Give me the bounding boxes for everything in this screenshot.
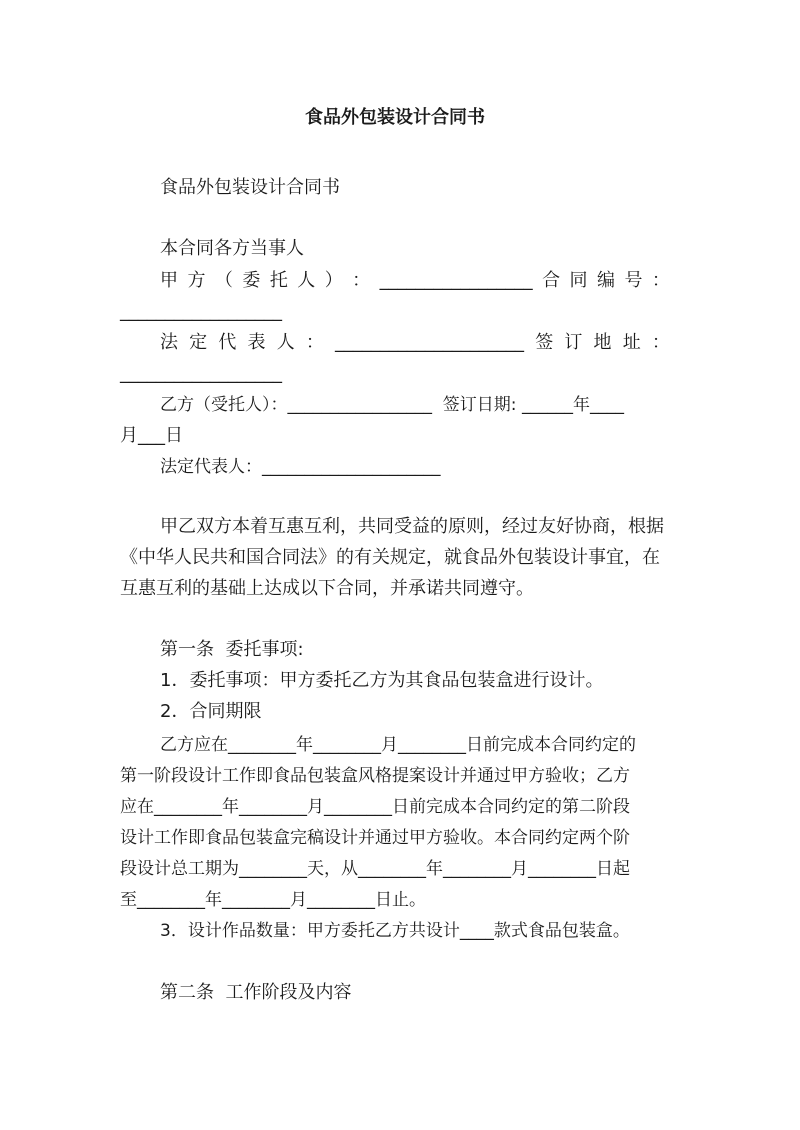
document-subtitle: 食品外包装设计合同书 (160, 177, 340, 198)
party-b-line: 乙方（受托人）：_________________ 签订日期: ______年____ (160, 395, 624, 415)
preamble-line-3: 互惠互利的基础上达成以下合同，并承诺共同遵守。 (120, 578, 534, 599)
article1-term-line-2: 第一阶段设计工作即食品包装盒风格提案设计并通过甲方验收；乙方 (120, 766, 630, 786)
sign-place-char: 签 (535, 332, 554, 353)
sign-place-char: ： (651, 332, 670, 353)
article1-item2: 2．合同期限 (160, 701, 262, 722)
parties-heading: 本合同各方当事人 (160, 238, 304, 259)
legal-rep-a-char: 代 (218, 332, 237, 353)
party-a-char: ） (324, 270, 343, 291)
party-b-line-cont: 月___日 (120, 425, 183, 446)
legal-rep-b: 法定代表人：_____________________ (160, 457, 441, 477)
party-a-line-cont: __________________ (120, 301, 282, 322)
preamble-line-1: 甲乙双方本着互惠互利，共同受益的原则，经过友好协商，根据 (160, 516, 664, 537)
article1-item3: 3．设计作品数量：甲方委托乙方共设计____款式食品包装盒。 (160, 921, 630, 941)
article1-term-line-5: 段设计总工期为________天，从________年________月________日起 (120, 859, 630, 879)
party-a-char: 托 (269, 270, 288, 291)
sign-place-char: 地 (593, 332, 612, 353)
party-a-char: （ (214, 270, 233, 291)
party-a-line (160, 269, 670, 293)
legal-rep-a-blank: _____________________ (335, 332, 525, 353)
sign-place-char: 址 (622, 332, 641, 353)
article1-item1: 1．委托事项：甲方委托乙方为其食品包装盒进行设计。 (160, 670, 604, 691)
legal-rep-a-line (160, 331, 670, 355)
party-a-char: 方 (187, 270, 206, 291)
party-a-char: 委 (242, 270, 261, 291)
article1-heading: 第一条 委托事项: (160, 639, 304, 660)
contract-no-char: 同 (569, 270, 588, 291)
party-a-blank: _________________ (379, 270, 533, 291)
contract-no-char: 编 (596, 270, 615, 291)
sign-place-char: 订 (564, 332, 583, 353)
legal-rep-a-char: 人 (276, 332, 295, 353)
article1-term-line-3: 应在________年________月________日前完成本合同约定的第二阶段 (120, 797, 630, 817)
document-title: 食品外包装设计合同书 (305, 107, 485, 128)
article1-term-line-6: 至________年________月________日止。 (120, 890, 426, 910)
article1-term-line-4: 设计工作即食品包装盒完稿设计并通过甲方验收。本合同约定两个阶 (120, 828, 630, 848)
legal-rep-a-line-cont: __________________ (120, 363, 282, 384)
article1-term-line-1: 乙方应在________年________月________日前完成本合同约定的 (160, 735, 636, 755)
contract-no-char: 合 (542, 270, 561, 291)
legal-rep-a-char: 定 (189, 332, 208, 353)
party-a-char: 人 (297, 270, 316, 291)
legal-rep-a-char: 表 (247, 332, 266, 353)
party-a-char: 甲 (160, 270, 178, 291)
legal-rep-a-char: 法 (160, 332, 178, 353)
party-a-char: ： (352, 270, 371, 291)
contract-no-char: 号 (624, 270, 643, 291)
article2-heading: 第二条 工作阶段及内容 (160, 982, 352, 1003)
contract-no-char: ： (651, 270, 670, 291)
legal-rep-a-char: ： (305, 332, 324, 353)
preamble-line-2: 《中华人民共和国合同法》的有关规定，就食品外包装设计事宜，在 (120, 547, 660, 568)
